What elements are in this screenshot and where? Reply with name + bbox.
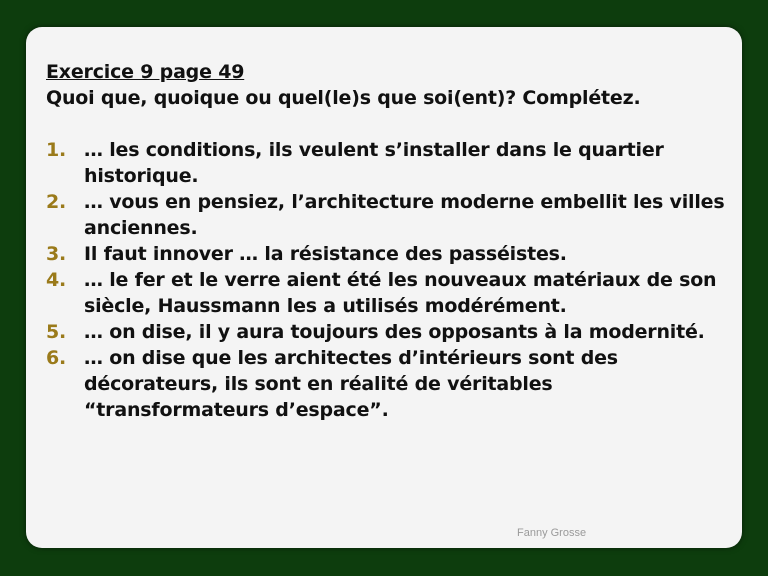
exercise-instructions: Quoi que, quoique ou quel(le)s que soi(ent)? Complétez.: [46, 87, 641, 109]
item-number: 5.: [46, 321, 67, 343]
item-text: … on dise, il y aura toujours des opposants à la modernité.: [84, 321, 705, 343]
list-item: [46, 241, 726, 267]
list-item: [46, 137, 726, 189]
item-number: 2.: [46, 191, 67, 213]
exercise-list: [46, 137, 726, 423]
item-text: … les conditions, ils veulent s’installer dans le quartier historique.: [84, 139, 664, 187]
author-footer: Fanny Grosse: [517, 527, 587, 539]
exercise-title: Exercice 9 page 49: [46, 61, 245, 83]
item-number: 1.: [46, 139, 67, 161]
slide-card: [26, 27, 742, 548]
item-number: 3.: [46, 243, 67, 265]
item-text: Il faut innover … la résistance des passéistes.: [84, 243, 567, 265]
list-item: [46, 345, 726, 423]
item-number: 6.: [46, 347, 67, 369]
list-item: [46, 189, 726, 241]
item-text: … on dise que les architectes d’intérieurs sont des décorateurs, ils sont en réalité de véritables “transformateurs d’espace”.: [84, 347, 618, 421]
list-item: [46, 267, 726, 319]
item-text: … le fer et le verre aient été les nouveaux matériaux de son siècle, Haussmann les a utilisés modérément.: [84, 269, 717, 317]
item-text: … vous en pensiez, l’architecture moderne embellit les villes anciennes.: [84, 191, 725, 239]
item-number: 4.: [46, 269, 67, 291]
slide-content: [46, 59, 726, 423]
list-item: [46, 319, 726, 345]
